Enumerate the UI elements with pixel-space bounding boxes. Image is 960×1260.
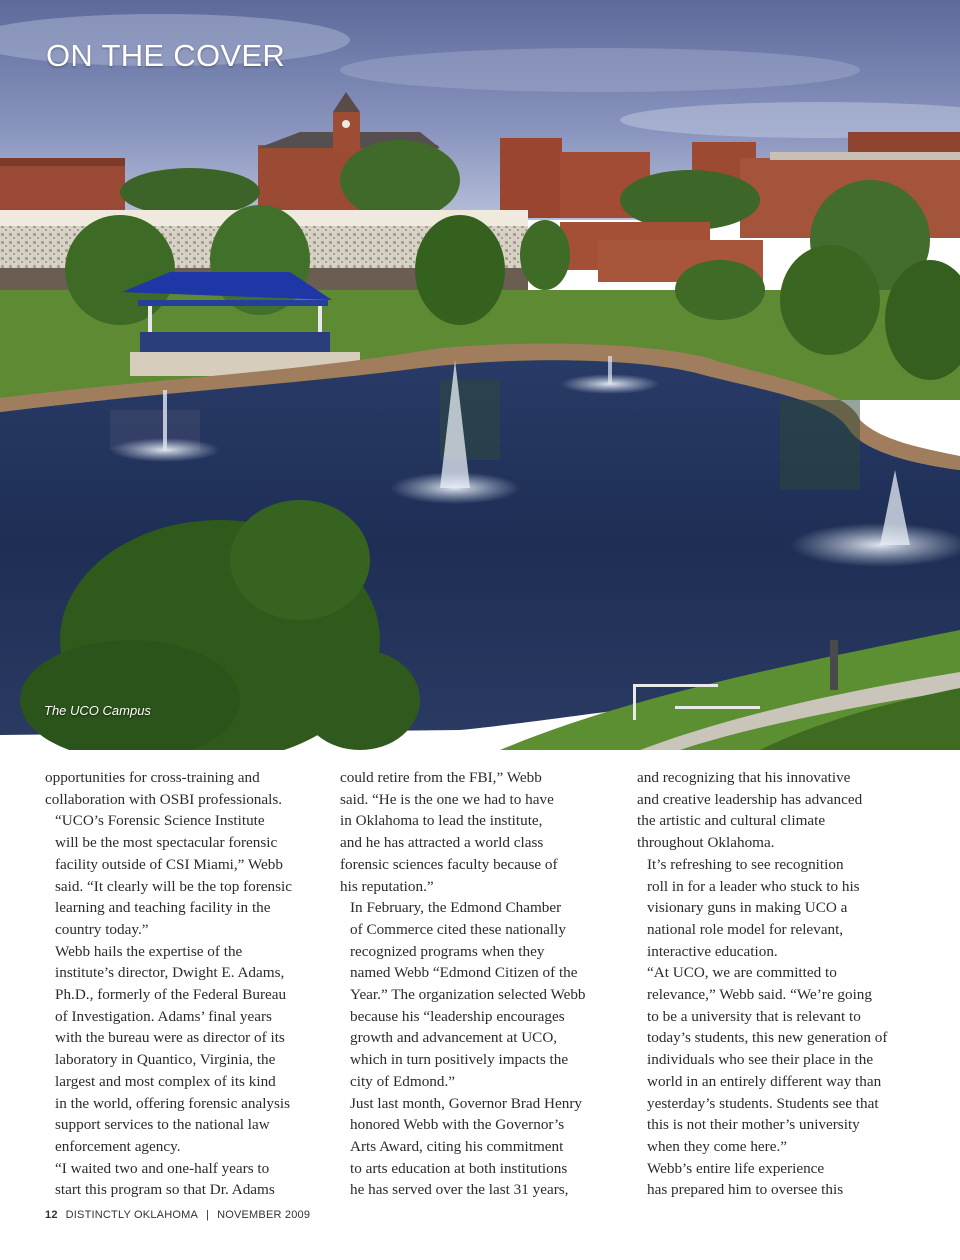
text-line: Just last month, Governor Brad Henry [350, 1094, 582, 1112]
footer-separator: | [206, 1209, 210, 1221]
photo-caption: The UCO Campus [44, 703, 151, 718]
paragraph [45, 1158, 315, 1201]
paragraph [340, 897, 610, 1092]
text-line: interactive education. [647, 942, 778, 960]
text-line: will be the most spectacular forensic [55, 834, 278, 852]
text-line: national role model for relevant, [647, 920, 844, 938]
text-line: visionary guns in making UCO a [647, 899, 848, 917]
text-line: “At UCO, we are committed to [647, 964, 837, 982]
text-line: facility outside of CSI Miami,” Webb [55, 855, 283, 873]
text-line: could retire from the FBI,” Webb [340, 769, 542, 786]
text-line: because his “leadership encourages [350, 1007, 565, 1025]
text-line: his reputation.” [340, 877, 434, 895]
paragraph [45, 810, 315, 940]
text-line: to arts education at both institutions [350, 1159, 568, 1177]
text-line: in Oklahoma to lead the institute, [340, 812, 543, 830]
text-line: throughout Oklahoma. [637, 834, 775, 852]
text-line: and creative leadership has advanced [637, 790, 863, 808]
text-line: growth and advancement at UCO, [350, 1029, 558, 1047]
text-line: today’s students, this new generation of [647, 1029, 888, 1047]
text-line: opportunities for cross-training and [45, 769, 260, 786]
text-line: relevance,” Webb said. “We’re going [647, 986, 872, 1004]
text-line: largest and most complex of its kind [55, 1072, 276, 1090]
text-line: country today.” [55, 920, 149, 938]
page-number: 12 [45, 1209, 58, 1221]
text-line: It’s refreshing to see recognition [647, 855, 844, 873]
paragraph [340, 1093, 610, 1202]
paragraph [340, 767, 610, 897]
text-line: forensic sciences faculty because of [340, 855, 558, 873]
paragraph [637, 1158, 907, 1201]
text-line: Webb hails the expertise of the [55, 942, 243, 960]
text-line: learning and teaching facility in the [55, 899, 271, 917]
text-line: In February, the Edmond Chamber [350, 899, 562, 917]
article-column-2 [340, 767, 610, 1201]
text-line: roll in for a leader who stuck to his [647, 877, 860, 895]
paragraph [637, 962, 907, 1157]
publication-name: DISTINCTLY OKLAHOMA [65, 1209, 199, 1221]
text-line: Webb’s entire life experience [647, 1159, 825, 1177]
text-line: “I waited two and one-half years to [55, 1159, 270, 1177]
text-line: Ph.D., formerly of the Federal Bureau [55, 986, 287, 1004]
text-line: in the world, offering forensic analysis [55, 1094, 291, 1112]
text-line: the artistic and cultural climate [637, 812, 826, 830]
page-footer [45, 1209, 310, 1221]
issue-date: NOVEMBER 2009 [217, 1209, 311, 1221]
text-line: and recognizing that his innovative [637, 769, 851, 786]
text-line: with the bureau were as director of its [55, 1029, 285, 1047]
article-column-3 [637, 767, 907, 1201]
text-line: laboratory in Quantico, Virginia, the [55, 1051, 276, 1069]
text-line: said. “It clearly will be the top forensic [55, 877, 293, 895]
text-line: city of Edmond.” [350, 1072, 456, 1090]
text-line: and he has attracted a world class [340, 834, 544, 852]
text-line: of Commerce cited these nationally [350, 920, 566, 938]
article-column-1 [45, 767, 315, 1201]
paragraph [637, 854, 907, 963]
text-line: recognized programs when they [350, 942, 545, 960]
text-line: when they come here.” [647, 1137, 787, 1155]
text-line: of Investigation. Adams’ final years [55, 1007, 272, 1025]
text-line: Arts Award, citing his commitment [350, 1137, 564, 1155]
text-line: named Webb “Edmond Citizen of the [350, 964, 578, 982]
paragraph [45, 941, 315, 1158]
text-line: Year.” The organization selected Webb [350, 986, 586, 1004]
text-line: collaboration with OSBI professionals. [45, 790, 283, 808]
section-title: ON THE COVER [46, 38, 286, 73]
text-line: said. “He is the one we had to have [340, 790, 554, 808]
text-line: this is not their mother’s university [647, 1116, 860, 1134]
text-line: to be a university that is relevant to [647, 1007, 861, 1025]
text-line: he has served over the last 31 years, [350, 1181, 569, 1199]
paragraph [637, 767, 907, 854]
text-line: “UCO’s Forensic Science Institute [55, 812, 265, 830]
text-line: enforcement agency. [55, 1137, 181, 1155]
paragraph [45, 767, 315, 810]
text-line: individuals who see their place in the [647, 1051, 874, 1069]
text-line: start this program so that Dr. Adams [55, 1181, 275, 1199]
text-line: yesterday’s students. Students see that [647, 1094, 879, 1112]
text-line: institute’s director, Dwight E. Adams, [55, 964, 285, 982]
text-line: support services to the national law [55, 1116, 270, 1134]
text-line: has prepared him to oversee this [647, 1181, 844, 1199]
text-line: world in an entirely different way than [647, 1072, 882, 1090]
text-line: which in turn positively impacts the [350, 1051, 569, 1069]
text-line: honored Webb with the Governor’s [350, 1116, 565, 1134]
